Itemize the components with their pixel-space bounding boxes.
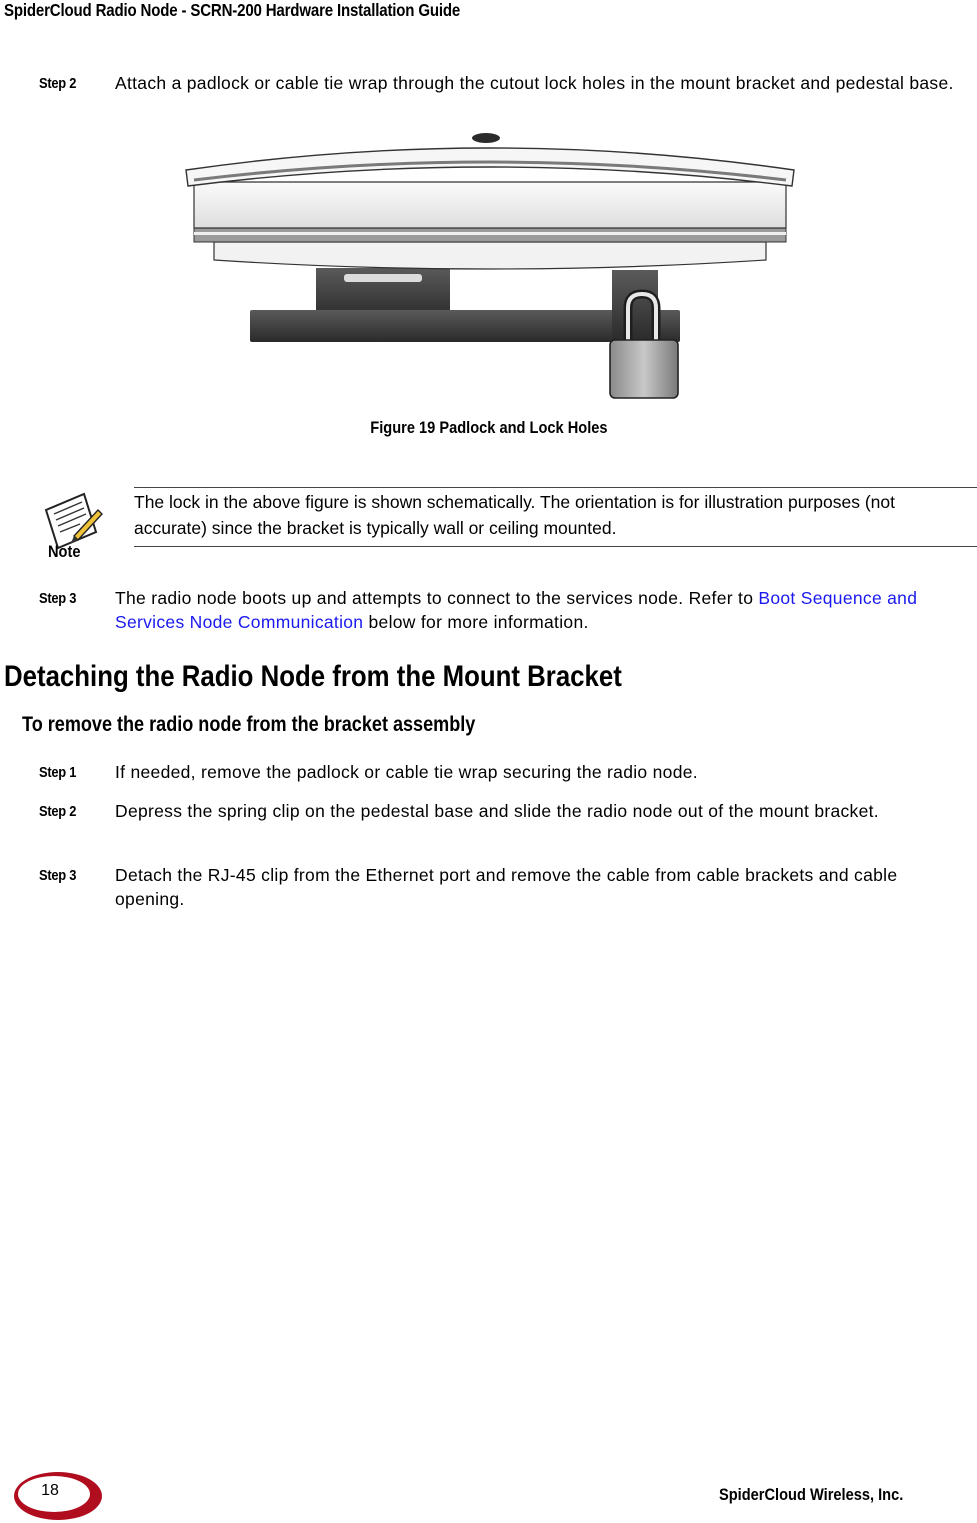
note-label: Note (48, 542, 81, 561)
running-header-title: SpiderCloud Radio Node - SCRN-200 Hardware Installation Guide (4, 0, 461, 20)
pedestal-slot (344, 274, 422, 282)
procedure-heading: To remove the radio node from the bracket assembly (22, 713, 476, 736)
note-rule-top (134, 487, 977, 488)
radio-node-body (194, 182, 786, 228)
bracket-post (612, 270, 658, 342)
page-number: 18 (41, 1482, 59, 1499)
radio-node-top-cover (186, 148, 794, 186)
padlock-body (610, 340, 678, 398)
step-text: Depress the spring clip on the pedestal base and slide the radio node out of the mount bracket. (115, 801, 879, 821)
step-label: Step 3 (39, 590, 77, 607)
boot-sequence-link[interactable]: Boot Sequence and Services Node Communication (115, 588, 918, 632)
footer-company: SpiderCloud Wireless, Inc. (719, 1485, 904, 1504)
radio-node-lower-skirt (214, 242, 766, 269)
step-label: Step 1 (39, 764, 77, 781)
step-text: The radio node boots up and attempts to connect to the services node. Refer to Boot Sequence and Services Node Communication below for more information. (115, 588, 918, 632)
note-rule-bottom (134, 546, 977, 547)
status-led (472, 133, 500, 143)
section-heading: Detaching the Radio Node from the Mount Bracket (4, 660, 622, 693)
step-text: Detach the RJ-45 clip from the Ethernet port and remove the cable from cable brackets and cable opening. (115, 865, 898, 909)
figure-caption: Figure 19 Padlock and Lock Holes (369, 418, 608, 437)
step-label: Step 2 (39, 75, 77, 92)
step-text: If needed, remove the padlock or cable tie wrap securing the radio node. (115, 762, 698, 782)
step-label: Step 3 (39, 867, 77, 884)
note-text: The lock in the above figure is shown schematically. The orientation is for illustration purposes (not accurate) since the bracket is typically wall or ceiling mounted. (134, 492, 895, 538)
radio-node-padlock-figure (180, 128, 800, 400)
step-text: Attach a padlock or cable tie wrap through the cutout lock holes in the mount bracket and pedestal base. (115, 73, 954, 93)
step-label: Step 2 (39, 803, 77, 820)
